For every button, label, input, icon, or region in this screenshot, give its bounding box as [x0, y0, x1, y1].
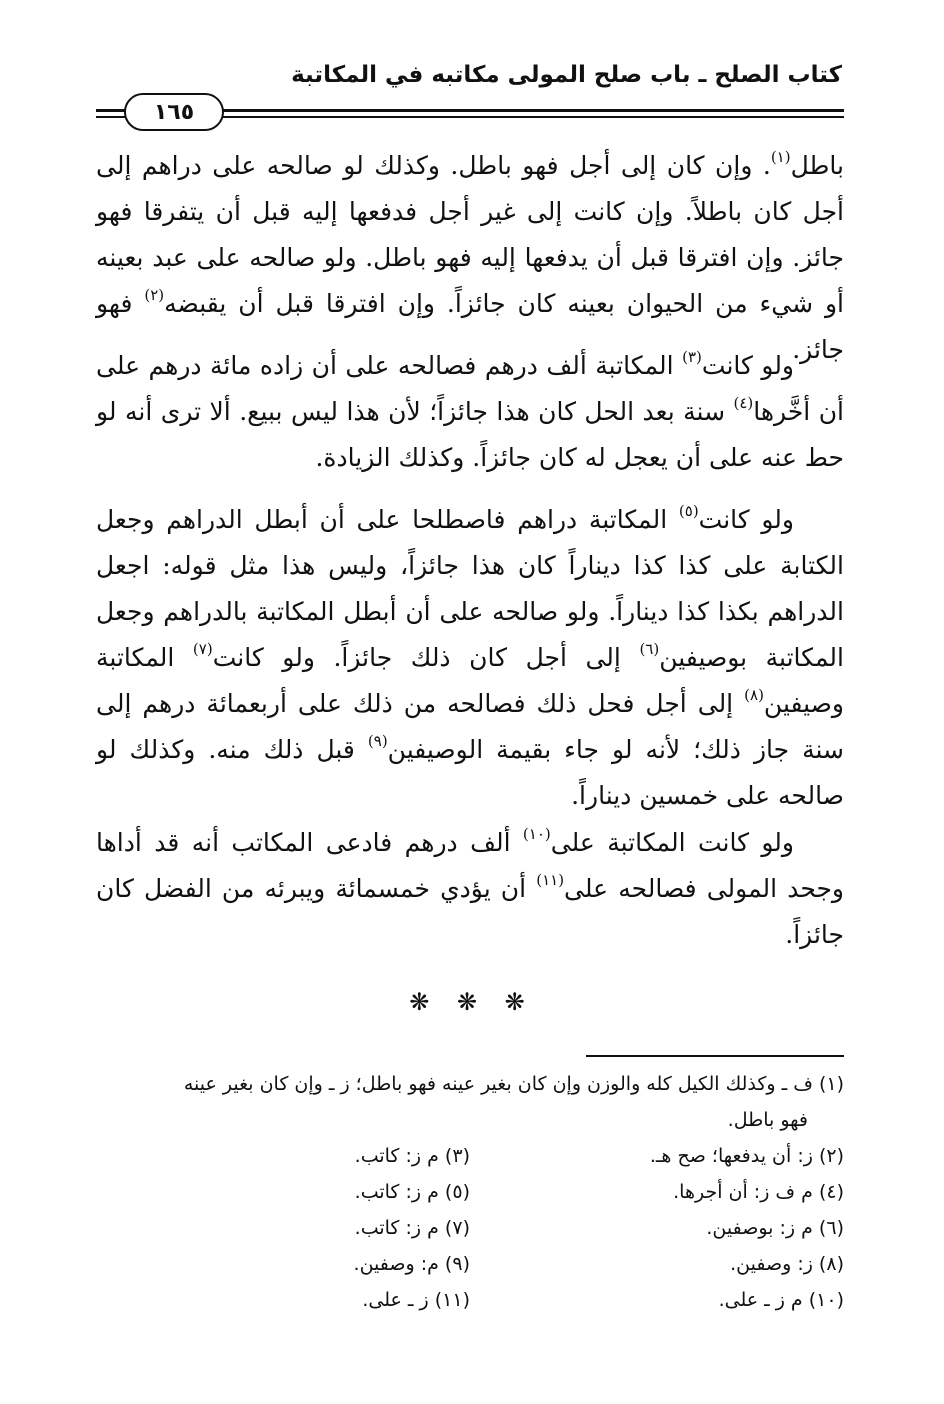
- text: المكاتبة دراهم فاصطلحا على أن أبطل الدراهم وجعل: [96, 505, 679, 534]
- footnote-ref-1: (١): [770, 148, 791, 166]
- page-number: ١٦٥: [124, 93, 224, 131]
- footnote-row: [96, 1138, 844, 1174]
- text: أن يؤدي خمسمائة ويبرئه من الفضل كان: [96, 874, 537, 903]
- footnote-ref-7: (٧): [192, 640, 213, 658]
- text: لو حط عنه على أن يعجل له كان جائزاً. وكذلك الزيادة.: [96, 397, 844, 472]
- footnote-4: (٤) م ف ز: أن أجرها.: [673, 1181, 844, 1203]
- text: جائز. وإن افترقا قبل أن يدفعها إليه فهو باطل. ولو صالحه على عبد بعينه: [96, 243, 844, 272]
- text: الكتابة على كذا كذا ديناراً كان هذا جائزاً، وليس هذا مثل قوله: اجعل: [96, 551, 844, 580]
- text: ولو كانت: [701, 351, 795, 380]
- text: ولو كانت المكاتبة على: [550, 828, 794, 857]
- text: سنة بعد الحل كان هذا جائزاً؛ لأن هذا ليس ببيع. ألا ترى أنه: [125, 397, 734, 426]
- footnote-row: [96, 1282, 844, 1318]
- footnote-8: (٨) ز: وصفين.: [730, 1253, 844, 1275]
- footnote-row: [96, 1246, 844, 1282]
- paragraph-2: [96, 343, 844, 481]
- running-title: كتاب الصلح ـ باب صلح المولى مكاتبه في المكاتبة: [291, 62, 842, 88]
- footnote-7: (٧) م ز: كاتب.: [354, 1217, 470, 1239]
- text: ألف درهم فادعى المكاتب أنه قد أداها: [96, 828, 523, 857]
- footnote-10: (١٠) م ز ـ على.: [718, 1289, 844, 1311]
- paragraph-3: [96, 497, 844, 819]
- text: وجحد المولى فصالحه على: [564, 874, 845, 903]
- text: أو شيء من الحيوان بعينه كان جائزاً. وإن افترقا قبل أن يقبضه: [164, 289, 845, 318]
- footnote-3: (٣) م ز: كاتب.: [354, 1145, 470, 1167]
- text: أجل كان باطلاً. وإن كانت إلى غير أجل فدفعها إليه قبل أن يتفرقا فهو: [96, 197, 844, 226]
- footnote-row: [96, 1174, 844, 1210]
- footnote-row: [96, 1210, 844, 1246]
- footnotes: [96, 1066, 844, 1318]
- footnote-ref-10: (١٠): [522, 825, 551, 843]
- footnote-ref-6: (٦): [639, 640, 660, 658]
- text: المكاتبة ألف درهم فصالحه على أن زاده مائة درهم على: [96, 351, 683, 380]
- footnote-ref-3: (٣): [682, 348, 702, 366]
- footnote-ref-2: (٢): [144, 286, 165, 304]
- footnote-11: (١١) ز ـ على.: [362, 1289, 470, 1311]
- footnote-ref-8: (٨): [744, 686, 764, 704]
- text: . وإن كان إلى أجل فهو باطل. وكذلك لو صالحه على دراهم إلى: [96, 151, 771, 180]
- text: أن أخَّرها: [753, 397, 845, 426]
- text: فهو جائز.: [96, 289, 844, 364]
- text: باطل: [790, 151, 844, 180]
- footnote-1-continued: فهو باطل.: [727, 1109, 808, 1131]
- footnote-1: (١) ف ـ وكذلك الكيل كله والوزن وإن كان بغير عينه فهو باطل؛ ز ـ وإن كان بغير عينه: [183, 1073, 844, 1095]
- text: سنة جاز ذلك؛ لأنه لو جاء بقيمة الوصيفين: [387, 735, 844, 764]
- footnote-6: (٦) م ز: بوصفين.: [706, 1217, 844, 1239]
- section-separator: ❋ ❋ ❋: [409, 988, 535, 1016]
- text: صالحه على خمسين ديناراً.: [571, 781, 844, 810]
- text: المكاتبة بوصيفين: [659, 643, 844, 672]
- footnote-ref-9: (٩): [367, 732, 388, 750]
- footnote-ref-11: (١١): [536, 871, 565, 889]
- footnote-rule: [586, 1055, 844, 1057]
- text: ولو كانت: [698, 505, 794, 534]
- text: الدراهم بكذا كذا ديناراً. ولو صالحه على أن أبطل المكاتبة بالدراهم وجعل: [96, 597, 844, 626]
- footnote-9: (٩) م: وصفين.: [353, 1253, 470, 1275]
- paragraph-4: [96, 820, 844, 958]
- footnote-ref-4: (٤): [733, 394, 754, 412]
- text: وصيفين: [763, 689, 844, 718]
- text: إلى أجل فحل ذلك فصالحه من ذلك على أربعمائة درهم إلى: [96, 689, 745, 718]
- text: قبل ذلك منه. وكذلك لو: [96, 735, 368, 764]
- text: جائزاً.: [785, 920, 844, 949]
- text: إلى أجل كان ذلك جائزاً. ولو كانت: [212, 643, 640, 672]
- text: المكاتبة: [96, 643, 193, 672]
- paragraph-1: [96, 143, 844, 373]
- footnote-5: (٥) م ز: كاتب.: [354, 1181, 470, 1203]
- footnote-ref-5: (٥): [678, 502, 699, 520]
- footnote-2: (٢) ز: أن يدفعها؛ صح هـ.: [649, 1145, 844, 1167]
